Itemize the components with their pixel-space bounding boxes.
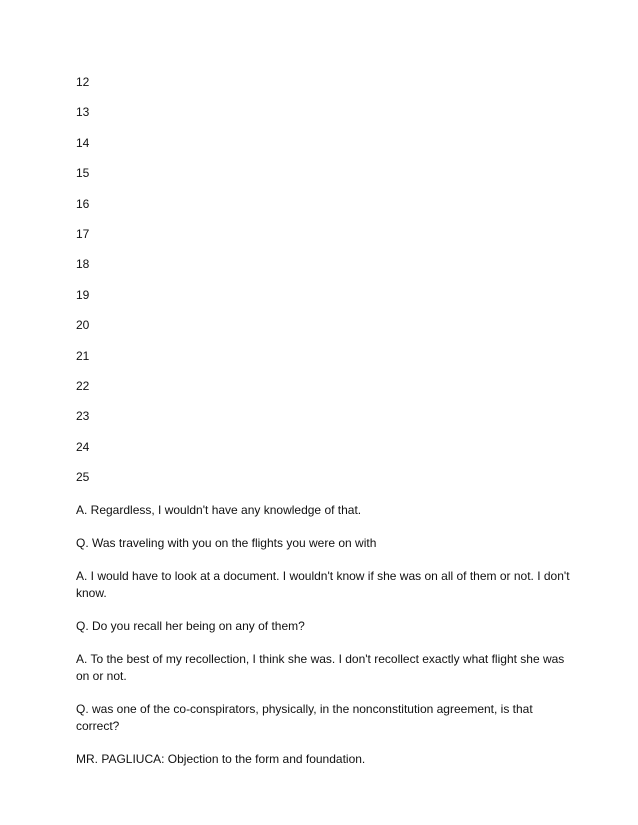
line-number: 22 (76, 378, 90, 393)
line-number: 12 (76, 75, 90, 89)
answer-paragraph: A. To the best of my recollection, I think she was. I don't recollect exactly what flight she was on or not. (76, 652, 565, 683)
line-number: 15 (76, 166, 90, 181)
line-number: 17 (76, 226, 90, 241)
answer-paragraph: A. I would have to look at a document. I wouldn't know if she was on all of them or not. I don't know. (76, 569, 570, 600)
line-number: 23 (76, 409, 90, 424)
question-paragraph: Q. Was traveling with you on the flights you were on with (76, 536, 377, 550)
line-number: 25 (76, 470, 90, 485)
answer-paragraph: A. Regardless, I wouldn't have any knowledge of that. (76, 503, 362, 517)
line-number: 19 (76, 287, 90, 302)
line-number: 16 (76, 196, 90, 211)
line-number: 13 (76, 105, 90, 120)
line-number: 14 (76, 135, 90, 150)
line-number: 20 (76, 318, 90, 333)
objection-paragraph: MR. PAGLIUCA: Objection to the form and foundation. (76, 752, 366, 766)
question-paragraph: Q. Do you recall her being on any of them? (76, 619, 305, 633)
question-paragraph: Q. was one of the co-conspirators, physically, in the nonconstitution agreement, is that correct? (76, 702, 533, 733)
line-number: 18 (76, 257, 90, 272)
transcript-body (76, 502, 576, 784)
line-number-column (76, 74, 116, 499)
line-number: 24 (76, 439, 90, 454)
line-number: 21 (76, 348, 90, 363)
